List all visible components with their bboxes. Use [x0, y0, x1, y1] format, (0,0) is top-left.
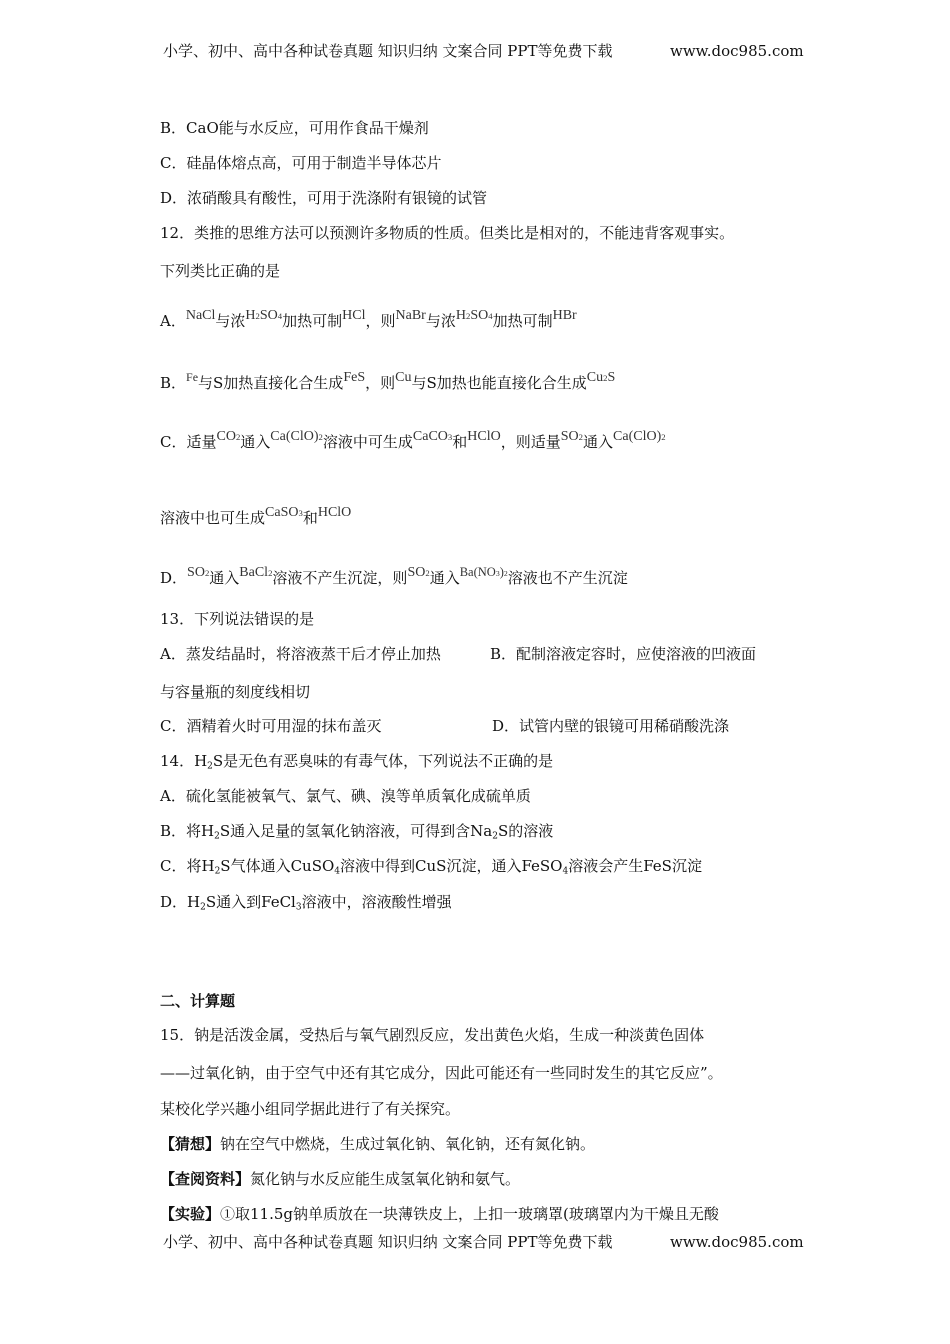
q12-stem-line2: 下列类比正确的是 — [160, 262, 281, 280]
formula-ca-clo2: Ca(ClO)2 — [270, 429, 323, 444]
formula-hbr: HBr — [552, 308, 577, 323]
formula-ba-no3-2: Ba(NO3)2 — [459, 565, 508, 579]
q11-option-d: D．浓硝酸具有酸性，可用于洗涤附有银镜的试管 — [160, 189, 488, 207]
q13-option-a: A．蒸发结晶时，将溶液蒸干后才停止加热 — [160, 645, 441, 663]
formula-hcl: HCl — [342, 308, 366, 323]
q14-option-a: A．硫化氢能被氧气、氯气、碘、溴等单质氧化成硫单质 — [160, 787, 531, 805]
formula-co2: CO2 — [216, 429, 241, 444]
q15-line3: 某校化学兴趣小组同学据此进行了有关探究。 — [160, 1100, 461, 1118]
q11-option-c: C．硅晶体熔点高，可用于制造半导体芯片 — [160, 154, 442, 172]
formula-caco3: CaCO3 — [412, 429, 453, 444]
q12-stem-line1: 12．类推的思维方法可以预测许多物质的性质。但类比是相对的，不能违背客观事实。 — [160, 224, 735, 242]
q15-guess: 【猜想】钠在空气中燃烧，生成过氧化钠、氧化钠，还有氮化钠。 — [160, 1135, 596, 1153]
q12-option-c-line1: C．适量CO2通入Ca(ClO)2溶液中可生成CaCO3和HClO，则适量SO2通入Ca(ClO)2 — [160, 429, 666, 451]
q13-option-c: C．酒精着火时可用湿的抹布盖灭 — [160, 717, 382, 735]
header-text: 小学、初中、高中各种试卷真题 知识归纳 文案合同 PPT等免费下载 — [163, 42, 613, 60]
q15-reference: 【查阅资料】氮化钠与水反应能生成氢氧化钠和氨气。 — [160, 1170, 521, 1188]
formula-fes: FeS — [343, 370, 366, 385]
q14-option-d: D．H2S通入到FeCl3溶液中，溶液酸性增强 — [160, 893, 452, 913]
formula-cu: Cu — [395, 370, 412, 385]
q13-option-d: D．试管内壁的银镜可用稀硝酸洗涤 — [492, 717, 730, 735]
q13-option-b-cont: 与容量瓶的刻度线相切 — [160, 683, 311, 701]
q14-option-b: B．将H2S通入足量的氢氧化钠溶液，可得到含Na2S的溶液 — [160, 822, 554, 842]
footer-url[interactable]: www.doc985.com — [670, 1233, 804, 1251]
formula-cu2s: Cu2S — [586, 370, 616, 385]
q12-option-b: B．$^{Fe}$与S加热直接化合生成FeS，则Cu与S加热也能直接化合生成Cu2S — [160, 370, 616, 392]
formula-caso3: CaSO3 — [265, 505, 303, 520]
q14-option-c: C．将H2S气体通入CuSO4溶液中得到CuS沉淀，通入FeSO4溶液会产生FeS沉淀 — [160, 857, 702, 877]
q13-option-b: B．配制溶液定容时，应使溶液的凹液面 — [490, 645, 757, 663]
formula-so2: SO2 — [560, 429, 583, 444]
section-title: 二、计算题 — [160, 992, 236, 1010]
formula-nabr: NaBr — [395, 308, 426, 323]
q12-option-d: D．SO2通入BaCl2溶液不产生沉淀，则SO2通入$^{Ba(NO3)2}$溶液也不产生沉淀 — [160, 565, 628, 587]
q12-option-c-line2: 溶液中也可生成CaSO3和HClO — [160, 505, 352, 527]
footer-text: 小学、初中、高中各种试卷真题 知识归纳 文案合同 PPT等免费下载 — [163, 1233, 613, 1251]
formula-hclo: HClO — [467, 429, 501, 444]
q13-stem: 13．下列说法错误的是 — [160, 610, 315, 628]
q15-line1: 15．钠是活泼金属，受热后与氧气剧烈反应，发出黄色火焰，生成一种淡黄色固体 — [160, 1026, 705, 1044]
header-url[interactable]: www.doc985.com — [670, 42, 804, 60]
q15-line2: ——过氧化钠，由于空气中还有其它成分，因此可能还有一些同时发生的其它反应”。 — [160, 1064, 723, 1082]
formula-nacl: NaCl — [185, 308, 216, 323]
formula-hclo: HClO — [317, 505, 352, 520]
formula-so2: SO2 — [187, 565, 210, 580]
q14-stem: 14．H2S是无色有恶臭味的有毒气体，下列说法不正确的是 — [160, 752, 554, 772]
formula-so2: SO2 — [407, 565, 430, 580]
q12-option-a: A．NaCl与浓H2SO4加热可制HCl，则NaBr与浓H2SO4加热可制HBr — [160, 308, 577, 330]
formula-h2so4: H2SO4 — [455, 308, 493, 323]
formula-fe: Fe — [186, 370, 199, 384]
formula-ca-clo2: Ca(ClO)2 — [613, 429, 666, 444]
formula-h2so4: H2SO4 — [245, 308, 283, 323]
formula-bacl2: BaCl2 — [239, 565, 273, 580]
q15-experiment: 【实验】①取11.5g钠单质放在一块薄铁皮上，上扣一玻璃罩(玻璃罩内为干燥且无酸 — [160, 1205, 719, 1223]
q11-option-b: B．CaO能与水反应，可用作食品干燥剂 — [160, 119, 429, 137]
